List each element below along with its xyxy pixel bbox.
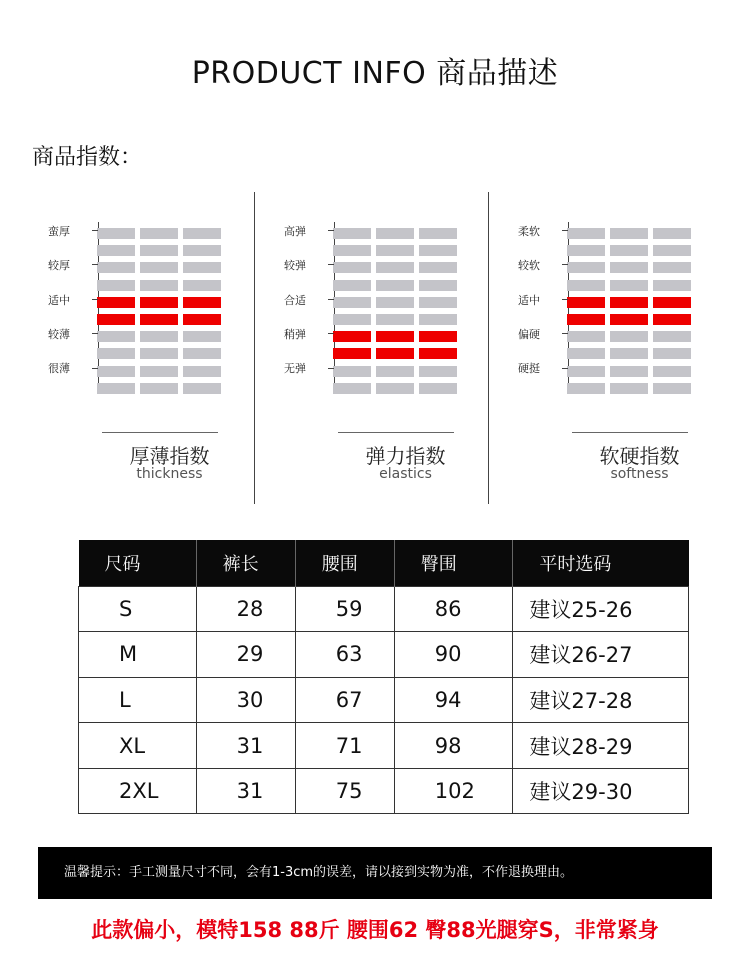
indicator-bar xyxy=(333,228,371,239)
indicator-bar xyxy=(653,245,691,256)
table-row xyxy=(79,723,689,769)
indicator-bar-active xyxy=(610,297,648,308)
indicator-bar xyxy=(610,262,648,273)
level-label: 硬挺 xyxy=(518,362,540,375)
indicator-bar-active xyxy=(333,331,371,342)
indicator-bar xyxy=(97,228,135,239)
indicator-bar-active xyxy=(183,314,221,325)
indicator-bar xyxy=(183,228,221,239)
indicator-bar xyxy=(183,366,221,377)
length-cell: 28 xyxy=(196,586,295,632)
level-label: 高弹 xyxy=(284,225,306,238)
indicator-bar xyxy=(183,348,221,359)
scale-tick xyxy=(92,230,98,231)
recommend-cell: 建议25-26 xyxy=(513,586,689,632)
level-label: 很薄 xyxy=(48,362,70,375)
length-cell: 31 xyxy=(196,723,295,769)
indicator-bar xyxy=(140,366,178,377)
scale-tick xyxy=(562,230,568,231)
scale-tick xyxy=(328,230,334,231)
indicator-bar xyxy=(140,331,178,342)
index-panel-softness xyxy=(492,215,727,505)
indicator-bar xyxy=(419,262,457,273)
hip-cell: 94 xyxy=(394,677,513,723)
length-cell: 30 xyxy=(196,677,295,723)
waist-cell: 71 xyxy=(295,723,394,769)
indicator-bar xyxy=(419,383,457,394)
index-panel-elastics xyxy=(258,215,493,505)
scale-tick xyxy=(328,333,334,334)
indicator-bar-active xyxy=(419,331,457,342)
column-header: 腰围 xyxy=(295,540,394,586)
indicator-bar-active xyxy=(97,297,135,308)
indicator-bar xyxy=(653,280,691,291)
indicator-bar xyxy=(97,348,135,359)
indicator-bar xyxy=(97,383,135,394)
indicator-bar xyxy=(183,262,221,273)
scale-tick xyxy=(328,368,334,369)
index-name: 软硬指数 xyxy=(599,444,680,468)
indicator-bar xyxy=(419,314,457,325)
indicator-bar xyxy=(567,228,605,239)
indicator-bar xyxy=(333,314,371,325)
table-row xyxy=(79,677,689,723)
size-cell: L xyxy=(79,677,197,723)
indicator-bar-active xyxy=(653,297,691,308)
fit-warning: 此款偏小，模特158 88斤 腰围62 臀88光腿穿S，非常紧身 xyxy=(91,918,659,942)
level-label: 较薄 xyxy=(48,328,70,341)
size-cell: S xyxy=(79,586,197,632)
indicator-bar-active xyxy=(97,314,135,325)
size-cell: XL xyxy=(79,723,197,769)
table-row xyxy=(79,586,689,632)
indicator-bar xyxy=(610,331,648,342)
level-label: 柔软 xyxy=(518,225,540,238)
indicator-bar xyxy=(567,366,605,377)
indicator-bar xyxy=(140,245,178,256)
page-title: PRODUCT INFO 商品描述 xyxy=(191,56,559,91)
index-name: 厚薄指数 xyxy=(129,444,210,468)
level-label: 较弹 xyxy=(284,259,306,272)
indicator-bar xyxy=(567,245,605,256)
indicator-bar xyxy=(333,280,371,291)
indicator-bar xyxy=(653,383,691,394)
indicator-bar xyxy=(376,383,414,394)
indicator-bar xyxy=(567,262,605,273)
indicator-bar xyxy=(140,383,178,394)
indicator-bar xyxy=(653,348,691,359)
indicator-bar xyxy=(97,262,135,273)
level-label: 适中 xyxy=(48,294,70,307)
table-row xyxy=(79,768,689,814)
indicator-bar xyxy=(419,228,457,239)
indicator-bar xyxy=(183,383,221,394)
indicator-bar xyxy=(333,262,371,273)
indicator-bar xyxy=(653,228,691,239)
indicator-bar xyxy=(376,366,414,377)
length-cell: 29 xyxy=(196,632,295,678)
hip-cell: 102 xyxy=(394,768,513,814)
indicator-bar xyxy=(610,348,648,359)
level-label: 蛮厚 xyxy=(48,225,70,238)
indicator-bar xyxy=(610,366,648,377)
indicator-bar-active xyxy=(653,314,691,325)
index-name-en: thickness xyxy=(136,466,203,482)
indicator-bar xyxy=(333,297,371,308)
index-name-en: elastics xyxy=(379,466,432,482)
panel-underline xyxy=(102,432,218,433)
indicator-bar xyxy=(376,280,414,291)
indicator-bar xyxy=(376,245,414,256)
scale-tick xyxy=(562,333,568,334)
indicator-bar xyxy=(419,280,457,291)
level-label: 适中 xyxy=(518,294,540,307)
indicator-bar-active xyxy=(419,348,457,359)
indicator-bar xyxy=(653,262,691,273)
column-header: 臀围 xyxy=(394,540,513,586)
recommend-cell: 建议29-30 xyxy=(513,768,689,814)
waist-cell: 75 xyxy=(295,768,394,814)
indicator-bar xyxy=(610,383,648,394)
indicator-bar xyxy=(419,366,457,377)
level-label: 偏硬 xyxy=(518,328,540,341)
indicator-bar-active xyxy=(333,348,371,359)
indicator-bar xyxy=(97,280,135,291)
indicator-bar-active xyxy=(376,348,414,359)
indicator-bar xyxy=(183,331,221,342)
indicator-bar xyxy=(140,348,178,359)
indicator-bar-active xyxy=(376,331,414,342)
indicator-bar xyxy=(376,262,414,273)
indicator-bar-active xyxy=(140,297,178,308)
notice-banner: 温馨提示：手工测量尺寸不同，会有1-3cm的误差，请以接到实物为准，不作退换理由。 xyxy=(38,847,712,899)
level-label: 无弹 xyxy=(284,362,306,375)
indicator-bar xyxy=(333,366,371,377)
indicator-bar xyxy=(610,228,648,239)
hip-cell: 98 xyxy=(394,723,513,769)
section-title: 商品指数： xyxy=(32,145,143,170)
recommend-cell: 建议27-28 xyxy=(513,677,689,723)
indicator-bar-active xyxy=(610,314,648,325)
indicator-bar xyxy=(567,280,605,291)
waist-cell: 59 xyxy=(295,586,394,632)
panel-underline xyxy=(572,432,688,433)
indicator-bar xyxy=(610,280,648,291)
indicator-bar xyxy=(97,245,135,256)
level-label: 较厚 xyxy=(48,259,70,272)
indicator-bar xyxy=(140,280,178,291)
hip-cell: 86 xyxy=(394,586,513,632)
indicator-bar-active xyxy=(183,297,221,308)
scale-tick xyxy=(92,333,98,334)
index-name: 弹力指数 xyxy=(365,444,446,468)
level-label: 稍弹 xyxy=(284,328,306,341)
indicator-bar xyxy=(419,297,457,308)
indicator-bar xyxy=(333,245,371,256)
indicator-bar xyxy=(419,245,457,256)
indicator-bar xyxy=(97,366,135,377)
scale-tick xyxy=(562,368,568,369)
recommend-cell: 建议26-27 xyxy=(513,632,689,678)
indicator-bar xyxy=(97,331,135,342)
indicator-bar-active xyxy=(567,314,605,325)
scale-tick xyxy=(328,299,334,300)
indicator-bar xyxy=(376,314,414,325)
size-cell: 2XL xyxy=(79,768,197,814)
indicator-bar xyxy=(610,245,648,256)
scale-tick xyxy=(562,264,568,265)
waist-cell: 63 xyxy=(295,632,394,678)
scale-tick xyxy=(92,368,98,369)
indicator-bar xyxy=(376,297,414,308)
index-name-en: softness xyxy=(610,466,669,482)
column-header: 尺码 xyxy=(79,540,197,586)
column-header: 裤长 xyxy=(196,540,295,586)
indicator-bar-active xyxy=(567,297,605,308)
size-table xyxy=(78,540,689,814)
indicator-bar xyxy=(333,383,371,394)
scale-tick xyxy=(92,264,98,265)
scale-tick xyxy=(328,264,334,265)
length-cell: 31 xyxy=(196,768,295,814)
scale-tick xyxy=(562,299,568,300)
panel-underline xyxy=(338,432,454,433)
waist-cell: 67 xyxy=(295,677,394,723)
scale-tick xyxy=(92,299,98,300)
level-label: 合适 xyxy=(284,294,306,307)
indicator-bar xyxy=(183,245,221,256)
indicator-bar xyxy=(567,331,605,342)
column-header: 平时选码 xyxy=(513,540,689,586)
table-row xyxy=(79,632,689,678)
indicator-bar xyxy=(567,348,605,359)
level-label: 较软 xyxy=(518,259,540,272)
indicator-bar xyxy=(653,331,691,342)
indicator-bar xyxy=(183,280,221,291)
indicator-bar xyxy=(653,366,691,377)
indicator-bar xyxy=(376,228,414,239)
indicator-bar xyxy=(140,228,178,239)
size-cell: M xyxy=(79,632,197,678)
recommend-cell: 建议28-29 xyxy=(513,723,689,769)
hip-cell: 90 xyxy=(394,632,513,678)
indicator-bar xyxy=(567,383,605,394)
indicator-bar-active xyxy=(140,314,178,325)
indicator-bar xyxy=(140,262,178,273)
index-panel-thickness xyxy=(22,215,257,505)
table-header-row xyxy=(79,540,689,586)
